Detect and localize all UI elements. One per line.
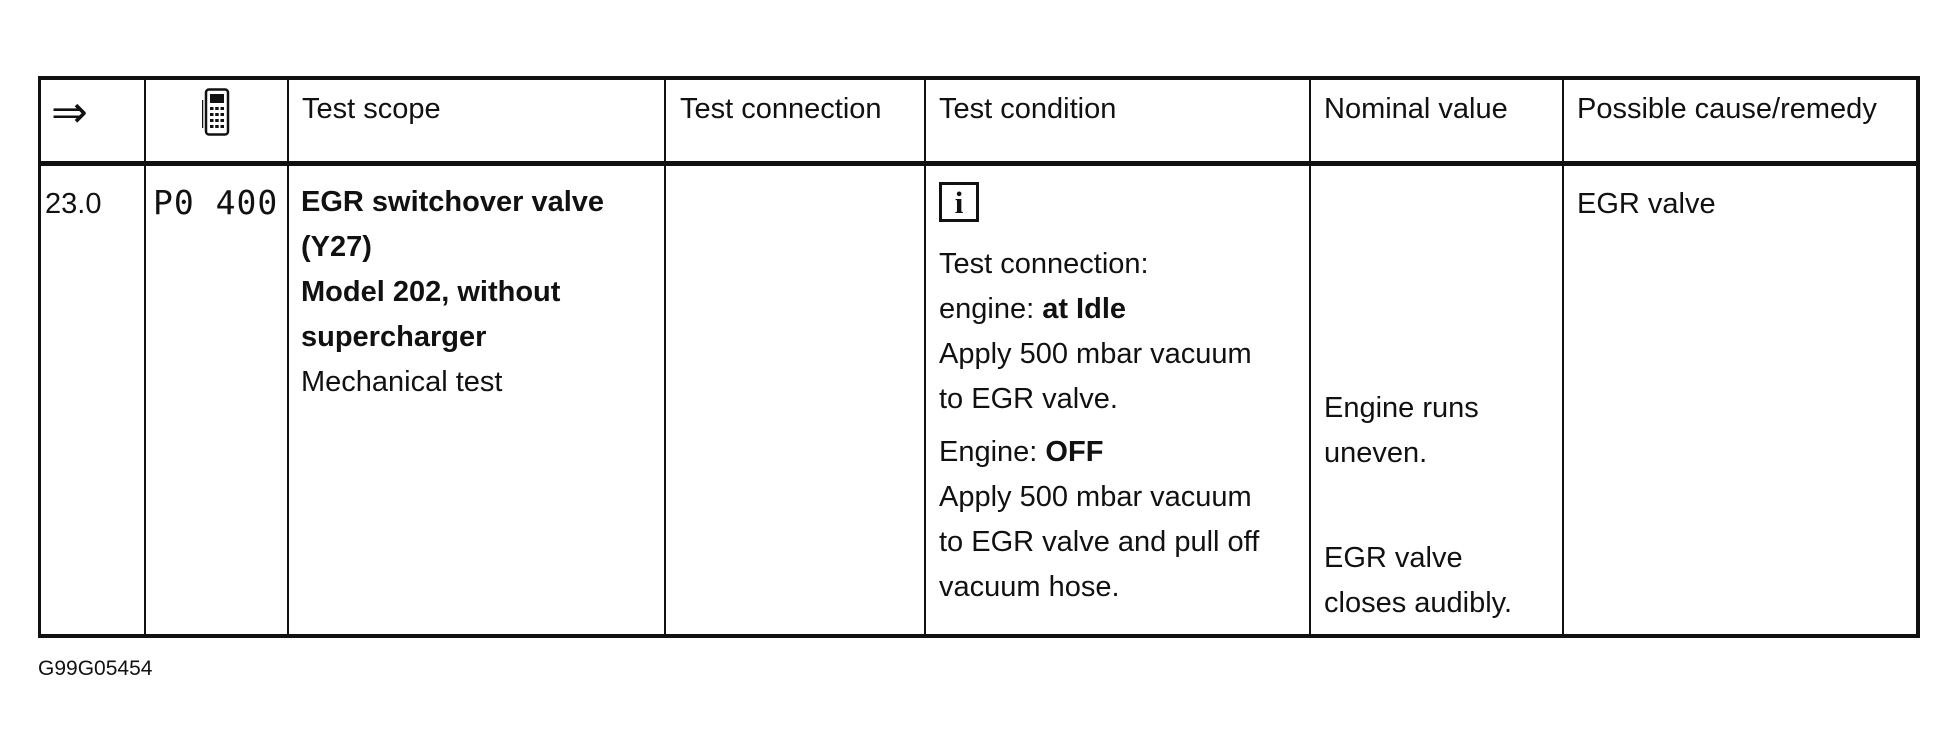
nominal-value-idle: Engine runs uneven. (1324, 392, 1479, 469)
header-test-connection: Test connection (680, 93, 882, 125)
component-name: EGR switchover valve (301, 186, 605, 218)
test-condition-cell (939, 182, 1259, 610)
component-id: (Y27) (301, 231, 372, 263)
condition-line: Test connection: (939, 248, 1149, 280)
hand-held-tester-icon (202, 88, 232, 141)
condition-line: Engine: OFF (939, 436, 1104, 468)
condition-line: Apply 500 mbar vacuum (939, 481, 1252, 513)
step-number: 23.0 (45, 188, 102, 220)
header-nominal-value: Nominal value (1324, 93, 1508, 125)
condition-line: to EGR valve. (939, 383, 1118, 415)
condition-line: to EGR valve and pull off (939, 526, 1260, 558)
condition-line: vacuum hose. (939, 571, 1120, 603)
model-info-cont: supercharger (301, 321, 487, 353)
condition-line: Apply 500 mbar vacuum (939, 338, 1252, 370)
info-icon: i (939, 182, 979, 222)
possible-cause-cell: EGR valve (1577, 188, 1716, 220)
test-table (38, 76, 1920, 638)
test-type: Mechanical test (301, 366, 503, 398)
header-test-condition: Test condition (939, 93, 1117, 125)
header-divider (41, 161, 1916, 166)
header-possible-cause: Possible cause/remedy (1577, 93, 1877, 125)
figure-id: G99G05454 (38, 657, 153, 680)
nominal-value-off: EGR valve closes audibly. (1324, 542, 1513, 619)
arrow-icon: ⇒ (51, 88, 88, 137)
model-info: Model 202, without (301, 276, 561, 308)
header-test-scope: Test scope (302, 93, 441, 125)
fault-code: P0 400 (153, 183, 279, 222)
test-scope-cell (301, 180, 604, 405)
condition-line: engine: at Idle (939, 293, 1127, 325)
